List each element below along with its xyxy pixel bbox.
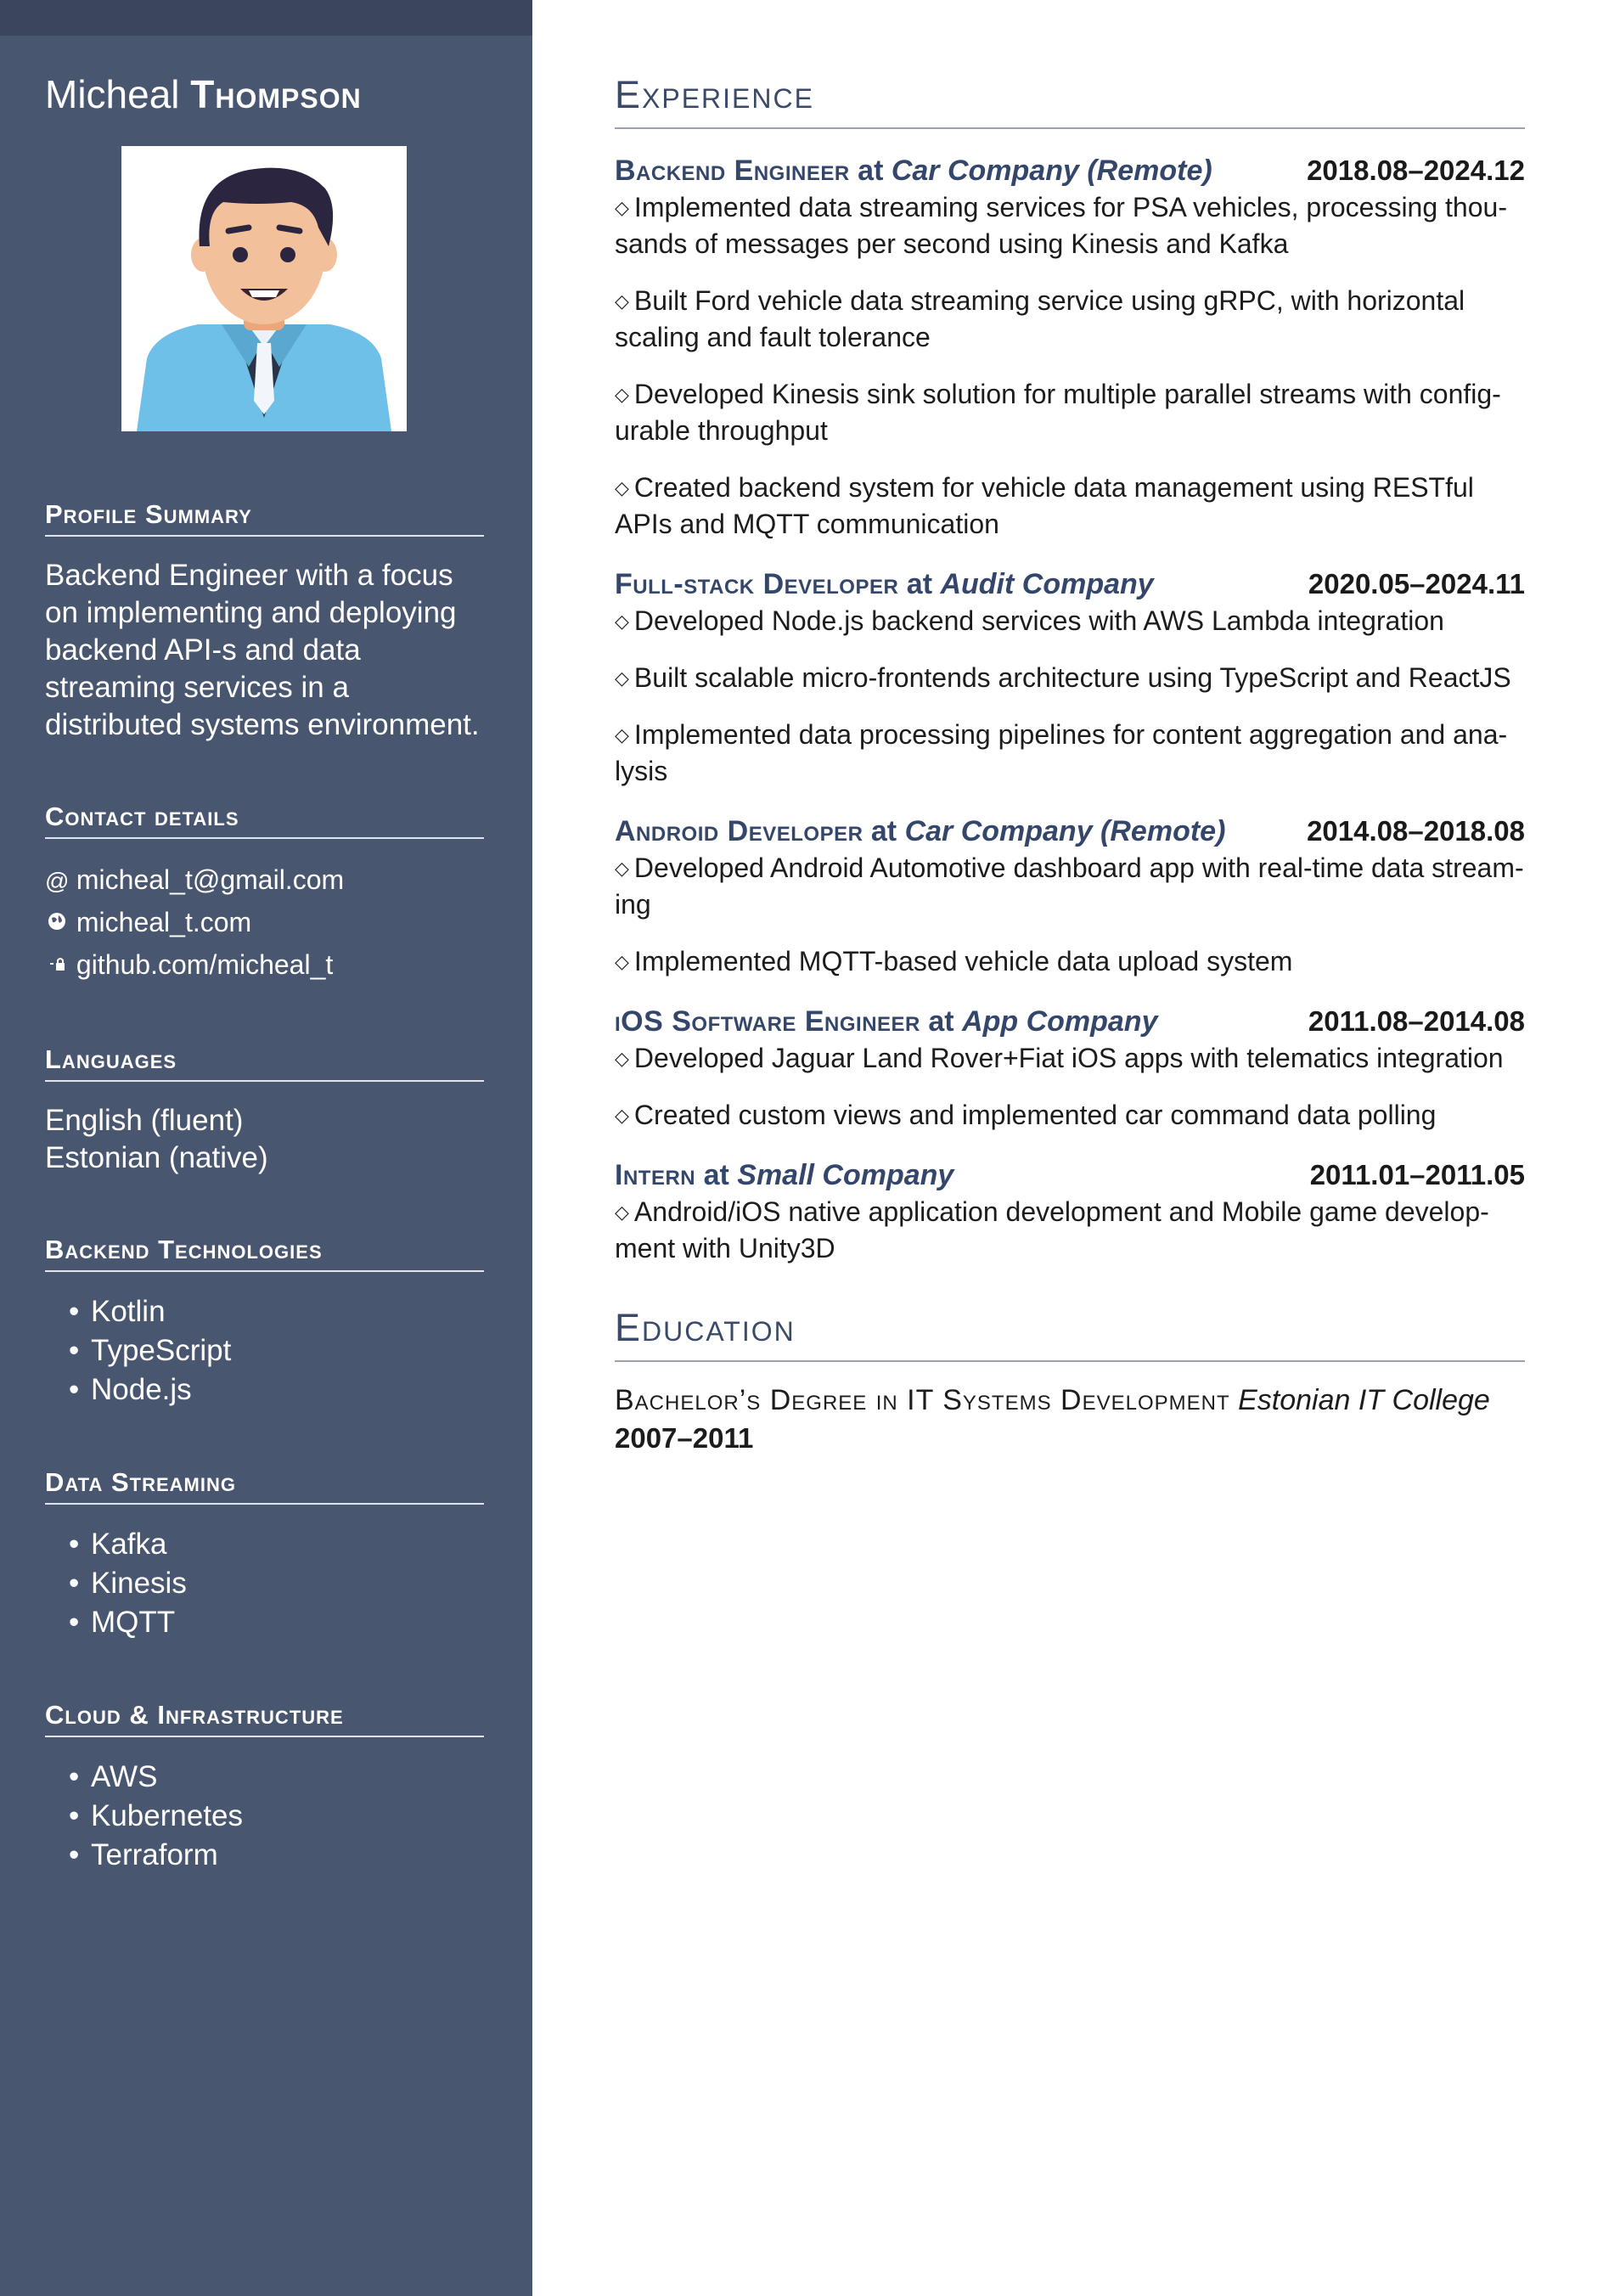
avatar-illustration	[121, 146, 407, 431]
job-bullet: ◇ Developed Android Automotive dashboard app with real-time data stream-ing	[615, 853, 1524, 920]
backend-tech-list	[45, 1292, 484, 1410]
job-bullet: ◇ Implemented data processing pipelines for content aggregation and ana-lysis	[615, 719, 1508, 786]
job-title: Backend Engineer at Car Company (Remote)	[615, 155, 1212, 187]
job-entry	[615, 1005, 1525, 1134]
languages-heading: Languages	[45, 1044, 484, 1082]
job-entry	[615, 568, 1525, 790]
job-title: iOS Software Engineer at App Company	[615, 1005, 1158, 1038]
language-item: Estonian (native)	[45, 1141, 268, 1174]
contact-heading: Contact details	[45, 802, 484, 839]
email-text[interactable]: micheal_t@gmail.com	[76, 864, 345, 895]
job-bullet: ◇ Implemented data streaming services for PSA vehicles, processing thou-sands of messages per second using Kinesis and Kafka	[615, 192, 1507, 259]
sidebar	[0, 0, 532, 2296]
job-bullet: ◇ Created backend system for vehicle data management using RESTful APIs and MQTT communication	[615, 472, 1474, 539]
job-entry	[615, 815, 1525, 980]
job-bullet: ◇ Android/iOS native application development and Mobile game develop-ment with Unity3D	[615, 1196, 1489, 1263]
contact-email[interactable]	[45, 859, 484, 902]
list-item: • Node.js	[69, 1373, 192, 1406]
job-entry	[615, 155, 1525, 543]
degree: Bachelor’s Degree in IT Systems Development	[615, 1384, 1230, 1416]
profile-summary-heading: Profile Summary	[45, 499, 484, 537]
job-dates: 2014.08–2018.08	[1307, 815, 1525, 847]
backend-tech-heading: Backend Technologies	[45, 1235, 484, 1272]
education-years: 2007–2011	[615, 1422, 754, 1454]
globe-icon	[45, 903, 69, 944]
list-item: • AWS	[69, 1760, 158, 1793]
language-item: English (fluent)	[45, 1104, 244, 1137]
job-bullet: ◇ Implemented MQTT-based vehicle data upload system	[615, 946, 1293, 976]
list-item: • Kafka	[69, 1528, 167, 1561]
sidebar-top-band	[0, 0, 532, 36]
cloud-list	[45, 1758, 484, 1875]
website-text[interactable]: micheal_t.com	[76, 907, 252, 937]
first-name: Micheal	[45, 72, 180, 116]
job-dates: 2011.08–2014.08	[1308, 1005, 1525, 1037]
education-heading: Education	[615, 1301, 1525, 1362]
job-title: Android Developer at Car Company (Remote)	[615, 815, 1226, 847]
github-icon	[45, 946, 69, 987]
cloud-heading: Cloud & Infrastructure	[45, 1700, 484, 1737]
contact-website[interactable]	[45, 902, 484, 944]
job-bullet: ◇ Built Ford vehicle data streaming service using gRPC, with horizontal scaling and fault tolerance	[615, 285, 1465, 352]
data-streaming-list	[45, 1525, 484, 1642]
job-bullet: ◇ Created custom views and implemented car command data polling	[615, 1100, 1437, 1130]
job-bullet: ◇ Built scalable micro-frontends architecture using TypeScript and ReactJS	[615, 662, 1511, 693]
job-dates: 2018.08–2024.12	[1307, 155, 1525, 186]
at-sign-icon: @	[45, 868, 70, 894]
job-title: Full-stack Developer at Audit Company	[615, 568, 1154, 600]
job-dates: 2020.05–2024.11	[1308, 568, 1525, 599]
main-content	[615, 68, 1525, 1457]
job-title: Intern at Small Company	[615, 1159, 954, 1191]
list-item: • TypeScript	[69, 1334, 232, 1367]
last-name: Thompson	[190, 72, 362, 116]
list-item: • Kotlin	[69, 1295, 166, 1328]
school: Estonian IT College	[1238, 1384, 1490, 1416]
list-item: • MQTT	[69, 1606, 176, 1639]
profile-summary-text: Backend Engineer with a focus on implementing and deploying backend API-s and data streaming services in a distributed systems environment.	[45, 559, 480, 741]
list-item: • Terraform	[69, 1838, 218, 1871]
job-bullet: ◇ Developed Kinesis sink solution for multiple parallel streams with config-urable throughput	[615, 379, 1501, 446]
github-text[interactable]: github.com/micheal_t	[76, 949, 334, 980]
job-dates: 2011.01–2011.05	[1309, 1159, 1525, 1190]
data-streaming-heading: Data Streaming	[45, 1467, 484, 1505]
experience-heading: Experience	[615, 68, 1525, 129]
contact-github[interactable]	[45, 944, 484, 987]
education-degree-line	[615, 1381, 1525, 1420]
job-bullet: ◇ Developed Jaguar Land Rover+Fiat iOS apps with telematics integration	[615, 1043, 1504, 1073]
job-bullet: ◇ Developed Node.js backend services with AWS Lambda integration	[615, 605, 1444, 636]
profile-photo	[121, 146, 407, 431]
person-name	[45, 68, 484, 121]
job-entry	[615, 1159, 1525, 1267]
list-item: • Kinesis	[69, 1567, 187, 1600]
list-item: • Kubernetes	[69, 1799, 244, 1832]
